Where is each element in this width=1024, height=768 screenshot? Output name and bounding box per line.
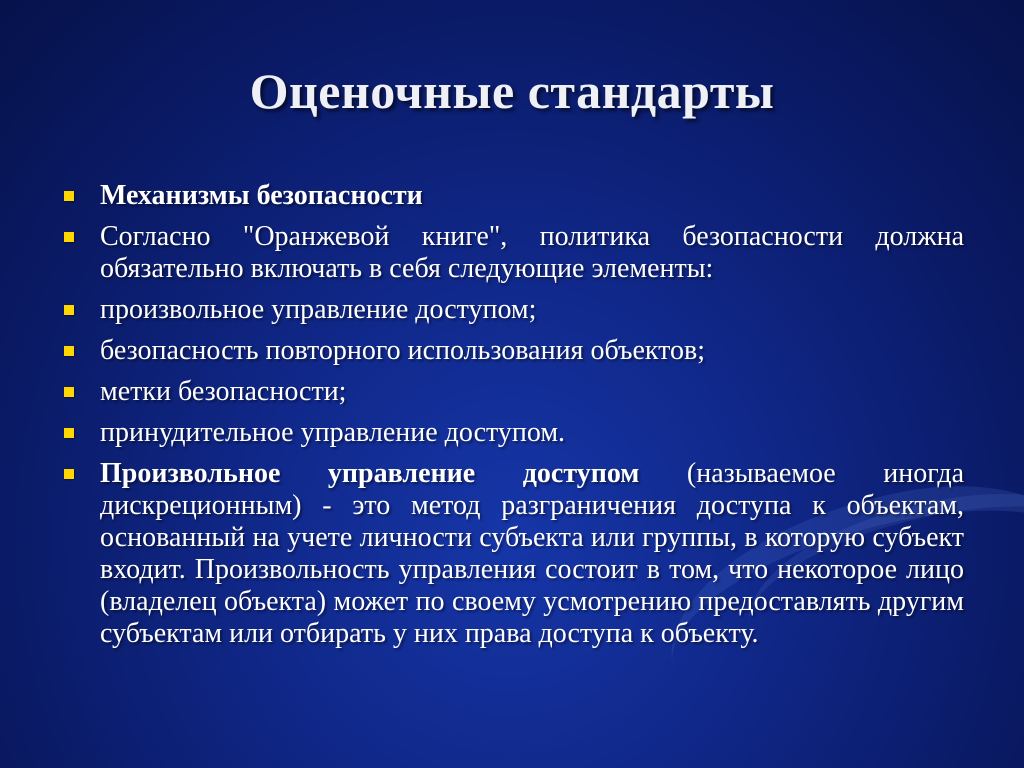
- bullet-item: [64, 180, 964, 212]
- bullet-text: (называемое иногда дискреционным) - это метод разграничения доступа к объектам, основанный на учете личности субъекта или группы, в которую субъект входит. Произвольность управления состоит в том, что некоторое лицо (владелец объекта) может по своему усмотрению предоставлять другим субъектам или отбирать у них права доступа к объекту.: [100, 458, 964, 649]
- bullet-item: [64, 335, 964, 367]
- bullet-marker-icon: [64, 428, 74, 438]
- bullet-marker-icon: [64, 191, 74, 201]
- bullet-marker-icon: [64, 469, 74, 479]
- bullet-bold-text: Механизмы безопасности: [100, 180, 423, 211]
- bullet-marker-icon: [64, 346, 74, 356]
- bullet-bold-text: Произвольное управление доступом: [100, 458, 640, 489]
- bullet-text: произвольное управление доступом;: [100, 294, 537, 325]
- bullet-list: [64, 180, 964, 659]
- bullet-text: безопасность повторного использования объектов;: [100, 335, 705, 366]
- bullet-item: [64, 221, 964, 285]
- bullet-marker-icon: [64, 305, 74, 315]
- bullet-text: Согласно "Оранжевой книге", политика безопасности должна обязательно включать в себя следующие элементы:: [100, 221, 964, 284]
- bullet-marker-icon: [64, 387, 74, 397]
- bullet-item: [64, 376, 964, 408]
- bullet-item: [64, 417, 964, 449]
- bullet-text: метки безопасности;: [100, 376, 347, 407]
- bullet-item: [64, 294, 964, 326]
- bullet-text: принудительное управление доступом.: [100, 417, 566, 448]
- slide-title: Оценочные стандарты: [249, 63, 775, 119]
- bullet-item: [64, 458, 964, 650]
- bullet-marker-icon: [64, 232, 74, 242]
